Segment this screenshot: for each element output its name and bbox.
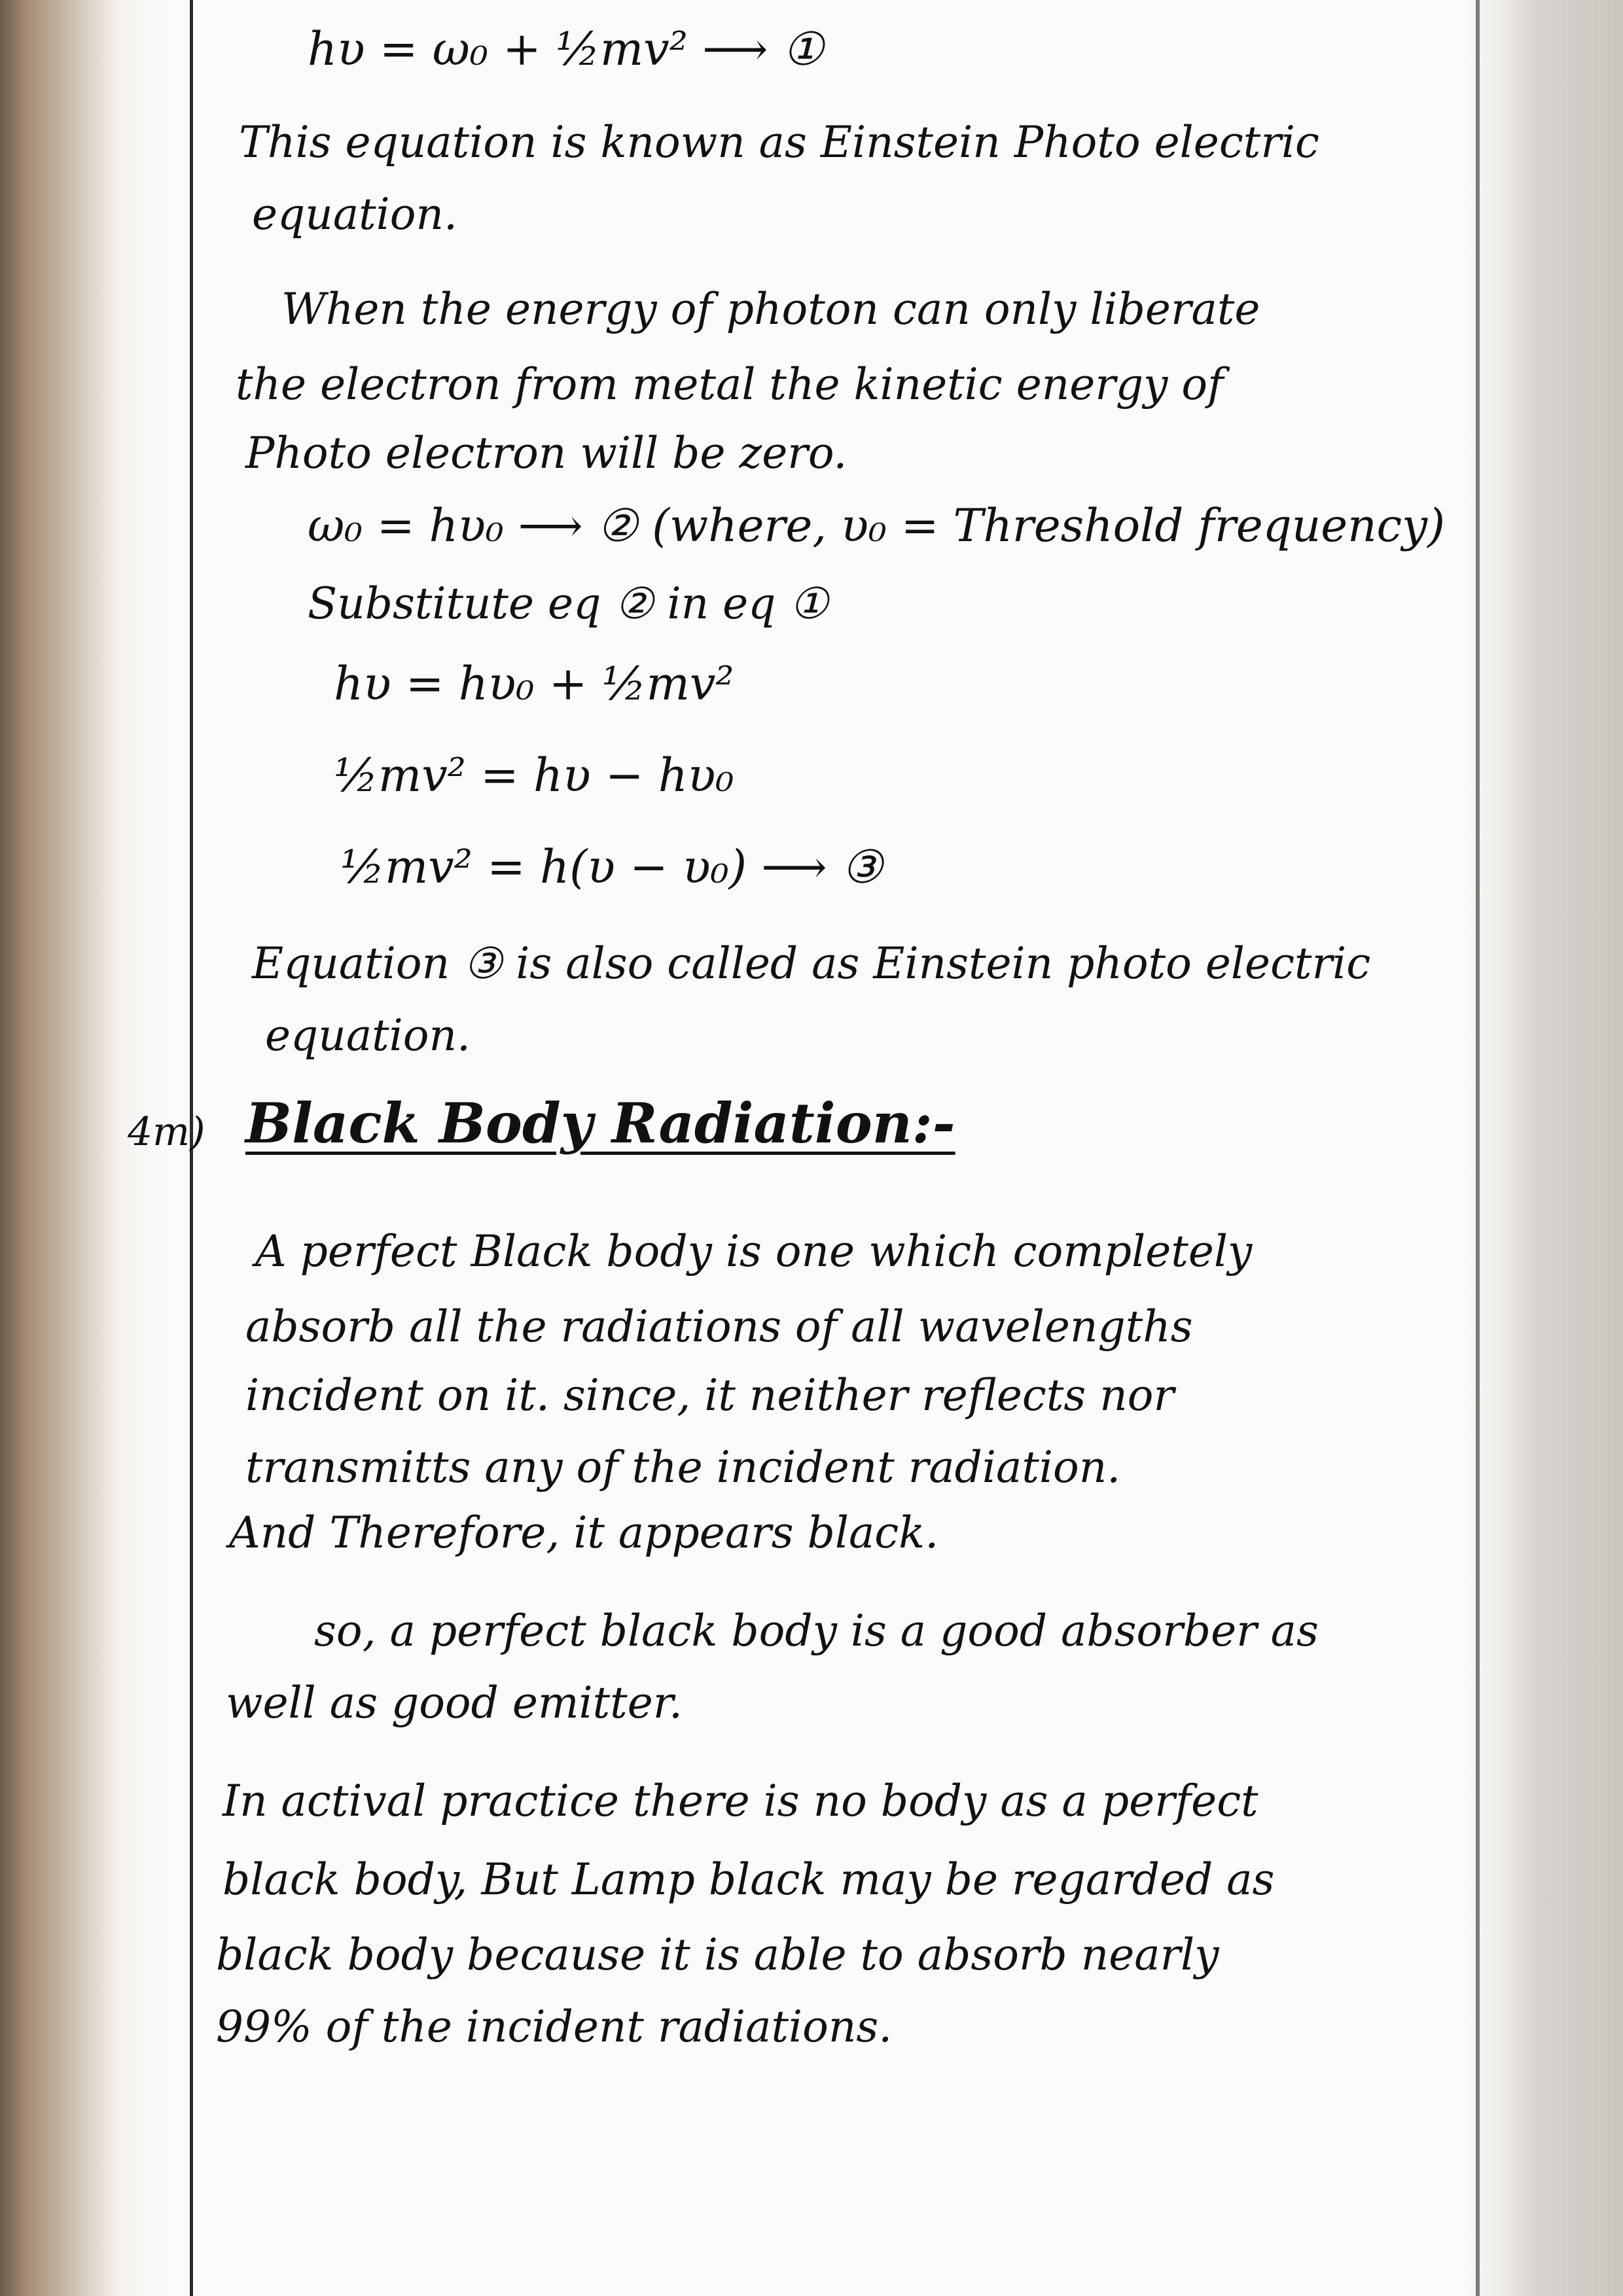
paragraph-6-line-1: In actival practice there is no body as a perfect [223, 1776, 1258, 1826]
paragraph-1-line-1: This equation is known as Einstein Photo electric [239, 117, 1319, 168]
paragraph-2-line-2: the electron from metal the kinetic energy of [236, 359, 1224, 410]
paragraph-2-line-1: When the energy of photon can only liberate [281, 284, 1260, 334]
paragraph-4-line-2: absorb all the radiations of all wavelengths [245, 1301, 1193, 1352]
paragraph-6-line-4: 99% of the incident radiations. [216, 2002, 893, 2052]
paragraph-6-line-2: black body, But Lamp black may be regarded as [223, 1854, 1275, 1905]
paragraph-3-line-1: Equation ③ is also called as Einstein photo electric [252, 938, 1371, 989]
paragraph-4-line-5: And Therefore, it appears black. [229, 1508, 939, 1558]
equation-1: hυ = ω₀ + ½mv² ⟶ ① [308, 22, 824, 76]
section-heading: Black Body Radiation:- [245, 1091, 955, 1156]
paragraph-2-line-3: Photo electron will be zero. [245, 428, 847, 478]
paragraph-4-line-3: incident on it. since, it neither reflects nor [245, 1370, 1174, 1421]
paragraph-5-line-1: so, a perfect black body is a good absorber as [314, 1606, 1319, 1656]
paragraph-6-line-3: black body because it is able to absorb nearly [216, 1930, 1219, 1980]
equation-4: ½mv² = hυ − hυ₀ [334, 749, 734, 802]
margin-marks-label: 4m) [128, 1109, 205, 1155]
paragraph-4-line-1: A perfect Black body is one which completely [255, 1226, 1253, 1277]
equation-3: hυ = hυ₀ + ½mv² [334, 657, 734, 711]
paragraph-1-line-2: equation. [252, 189, 458, 239]
equation-5: ½mv² = h(υ − υ₀) ⟶ ③ [340, 840, 883, 894]
paragraph-5-line-2: well as good emitter. [226, 1678, 683, 1728]
paragraph-4-line-4: transmitts any of the incident radiation. [245, 1442, 1121, 1492]
substitute-line: Substitute eq ② in eq ① [308, 578, 829, 629]
equation-2: ω₀ = hυ₀ ⟶ ② (where, υ₀ = Threshold frequency) [308, 500, 1446, 552]
paragraph-3-line-2: equation. [265, 1010, 471, 1061]
page-edge [1476, 0, 1480, 2296]
